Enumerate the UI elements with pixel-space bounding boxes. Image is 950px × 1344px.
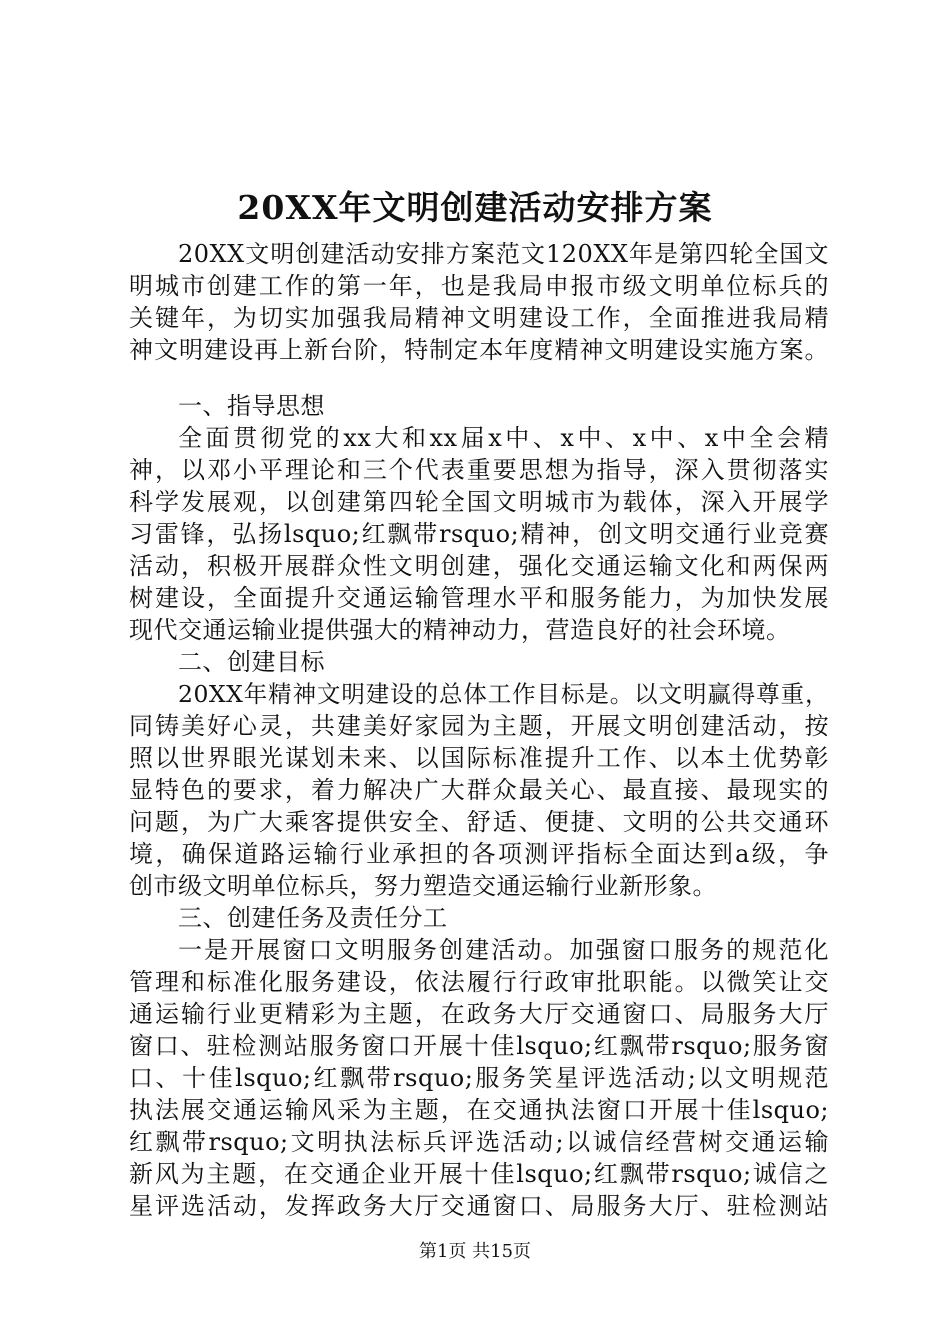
paragraph-line: 通运输行业更精彩为主题，在政务大厅交通窗口、局服务大厅 xyxy=(129,1000,829,1028)
section-heading: 一、指导思想 xyxy=(178,392,325,420)
paragraph-line: 关键年，为切实加强我局精神文明建设工作，全面推进我局精 xyxy=(129,304,829,332)
paragraph-line: 现代交通运输业提供强大的精神动力，营造良好的社会环境。 xyxy=(129,616,791,644)
paragraph-line: 星评选活动，发挥政务大厅交通窗口、局服务大厅、驻检测站 xyxy=(129,1192,829,1220)
paragraph-line: 明城市创建工作的第一年，也是我局申报市级文明单位标兵的 xyxy=(129,272,829,300)
paragraph-line: 境，确保道路运输行业承担的各项测评指标全面达到a级，争 xyxy=(129,840,829,868)
paragraph-line: 活动，积极开展群众性文明创建，强化交通运输文化和两保两 xyxy=(129,552,829,580)
document-title: 20XX年文明创建活动安排方案 xyxy=(237,188,713,227)
page-number: 第1页 共15页 xyxy=(418,1241,532,1262)
paragraph-line: 神文明建设再上新台阶，特制定本年度精神文明建设实施方案。 xyxy=(129,336,829,364)
paragraph-line: 科学发展观，以创建第四轮全国文明城市为载体，深入开展学 xyxy=(129,488,829,516)
paragraph-line: 显特色的要求，着力解决广大群众最关心、最直接、最现实的 xyxy=(129,776,829,804)
paragraph-line: 问题，为广大乘客提供安全、舒适、便捷、文明的公共交通环 xyxy=(129,808,829,836)
paragraph-line: 照以世界眼光谋划未来、以国际标准提升工作、以本土优势彰 xyxy=(129,744,829,772)
paragraph-line: 红飘带rsquo;文明执法标兵评选活动;以诚信经营树交通运输 xyxy=(129,1128,829,1156)
paragraph-line: 管理和标准化服务建设，依法履行行政审批职能。以微笑让交 xyxy=(129,968,829,996)
paragraph-line: 习雷锋，弘扬lsquo;红飘带rsquo;精神，创文明交通行业竞赛 xyxy=(129,520,829,548)
paragraph-line: 口、十佳lsquo;红飘带rsquo;服务笑星评选活动;以文明规范 xyxy=(129,1064,829,1092)
paragraph-line: 执法展交通运输风采为主题，在交通执法窗口开展十佳lsquo; xyxy=(129,1096,829,1124)
paragraph-line: 窗口、驻检测站服务窗口开展十佳lsquo;红飘带rsquo;服务窗 xyxy=(129,1032,829,1060)
paragraph-line: 新风为主题，在交通企业开展十佳lsquo;红飘带rsquo;诚信之 xyxy=(129,1160,829,1188)
paragraph-line: 树建设，全面提升交通运输管理水平和服务能力，为加快发展 xyxy=(129,584,829,612)
paragraph-line: 神，以邓小平理论和三个代表重要思想为指导，深入贯彻落实 xyxy=(129,456,829,484)
paragraph-line: 全面贯彻党的xx大和xx届x中、x中、x中、x中全会精 xyxy=(178,424,829,452)
paragraph-line: 创市级文明单位标兵，努力塑造交通运输行业新形象。 xyxy=(129,872,717,900)
paragraph-line: 20XX文明创建活动安排方案范文120XX年是第四轮全国文 xyxy=(178,240,829,268)
paragraph-line: 同铸美好心灵，共建美好家园为主题，开展文明创建活动，按 xyxy=(129,712,829,740)
paragraph-line: 20XX年精神文明建设的总体工作目标是。以文明赢得尊重， xyxy=(178,680,829,708)
paragraph-line: 一是开展窗口文明服务创建活动。加强窗口服务的规范化 xyxy=(178,936,829,964)
section-heading: 二、创建目标 xyxy=(178,648,325,676)
section-heading: 三、创建任务及责任分工 xyxy=(178,904,448,932)
